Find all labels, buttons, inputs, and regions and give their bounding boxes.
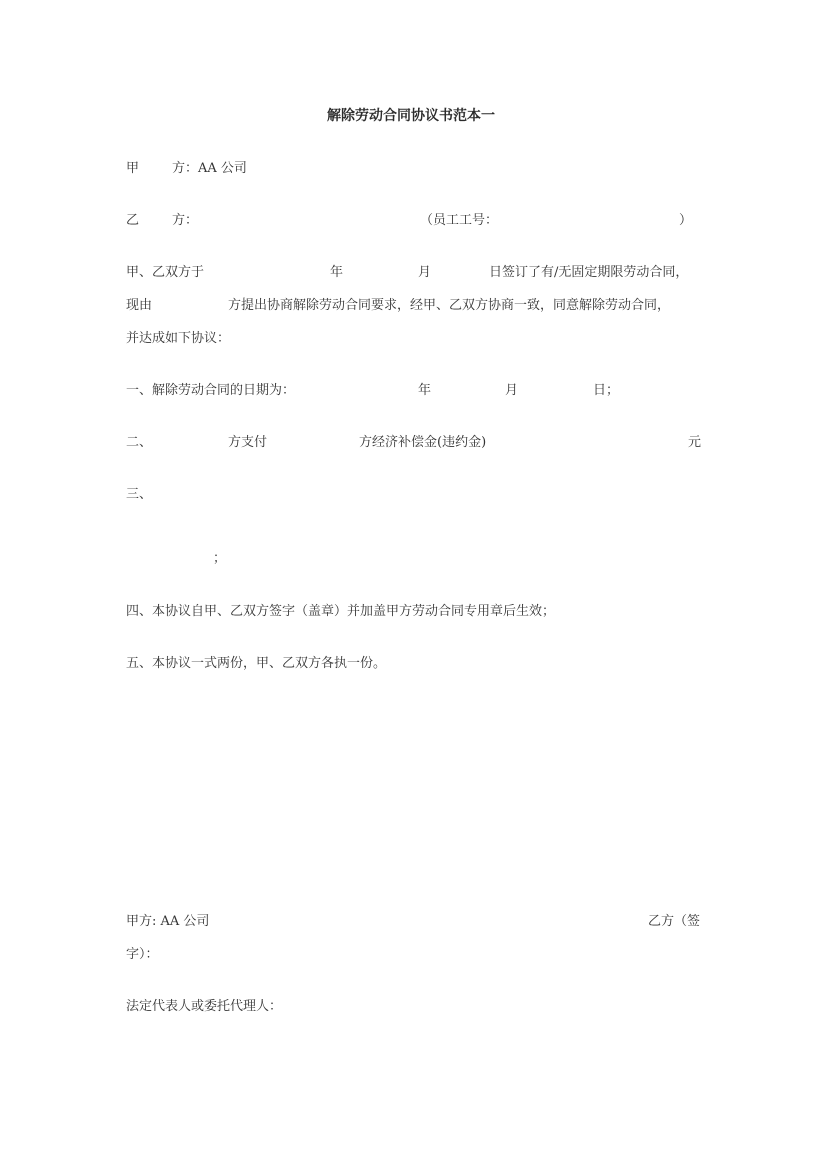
preamble-line2-start: 现由: [126, 298, 153, 313]
clause-1-month: 月: [505, 383, 519, 398]
clause-5: 五、本协议一式两份，甲、乙双方各执一份。: [126, 656, 387, 671]
clause-1-year: 年: [418, 383, 432, 398]
clause-3-end: ；: [213, 551, 227, 566]
preamble-month: 月: [418, 265, 432, 280]
clause-2-compensation: 方经济补偿金(违约金): [359, 435, 487, 450]
preamble-year: 年: [330, 265, 344, 280]
clause-1-day: 日；: [593, 383, 620, 398]
party-b-label: 乙: [126, 213, 140, 228]
clause-4: 四、本协议自甲、乙双方签字（盖章）并加盖甲方劳动合同专用章后生效；: [126, 604, 556, 619]
employee-number-label: （员工工号：: [420, 213, 499, 228]
document-title: 解除劳动合同协议书范本一: [327, 108, 495, 124]
clause-2-pay: 方支付: [228, 435, 268, 450]
preamble-line1-end: 日签订了有/无固定期限劳动合同，: [489, 265, 689, 280]
preamble-line1-start: 甲、乙双方于: [126, 265, 205, 280]
clause-2-unit: 元: [688, 435, 702, 450]
employee-number-close: ）: [679, 213, 693, 228]
preamble-line2-end: 方提出协商解除劳动合同要求，经甲、乙双方协商一致，同意解除劳动合同，: [228, 298, 671, 313]
signature-party-b-cont: 字）：: [126, 947, 159, 962]
signature-party-b: 乙方（签: [648, 914, 701, 929]
clause-3-number: 三、: [126, 487, 153, 502]
party-b-label-suffix: 方：: [172, 213, 199, 228]
legal-representative-label: 法定代表人或委托代理人：: [126, 999, 283, 1014]
clause-2-number: 二、: [126, 435, 153, 450]
party-a-label-suffix: 方：: [172, 161, 199, 176]
signature-party-a: 甲方: AA 公司: [126, 914, 210, 929]
party-a-value: AA 公司: [198, 161, 247, 176]
party-a-label: 甲: [126, 161, 140, 176]
clause-1-text: 一、解除劳动合同的日期为：: [126, 383, 296, 398]
preamble-line3: 并达成如下协议：: [126, 331, 231, 346]
